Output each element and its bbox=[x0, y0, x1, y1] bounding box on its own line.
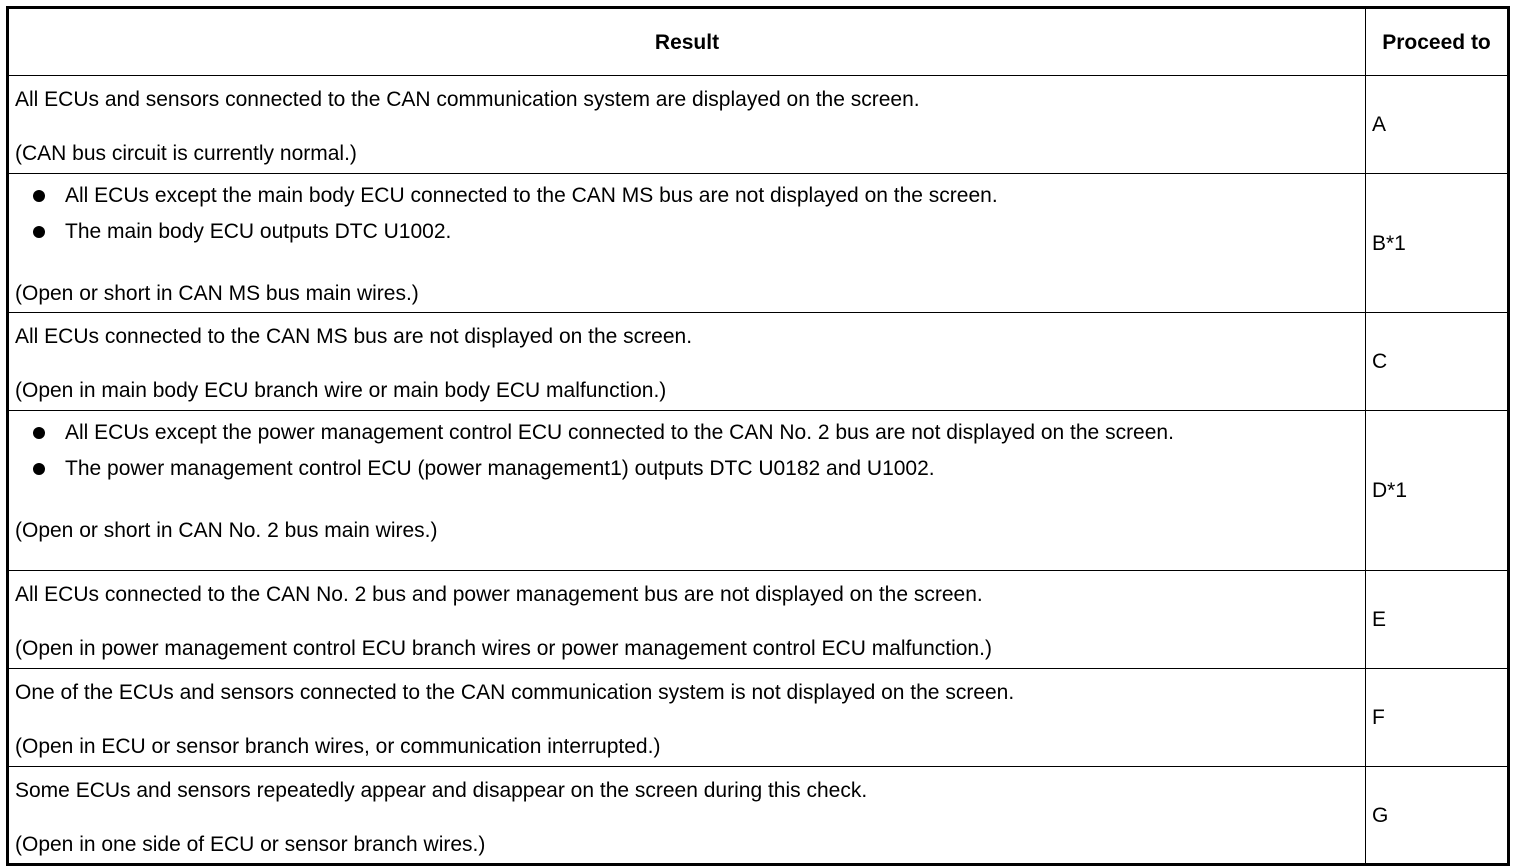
result-header: Result bbox=[8, 8, 1366, 76]
result-cell bbox=[8, 669, 1366, 767]
result-text: All ECUs connected to the CAN MS bus are not displayed on the screen. bbox=[15, 325, 693, 348]
table-row bbox=[8, 411, 1509, 571]
bullet-item: All ECUs except the power management control ECU connected to the CAN No. 2 bus are not displayed on the screen. bbox=[15, 418, 1359, 448]
cause-note: (Open in main body ECU branch wire or main body ECU malfunction.) bbox=[15, 379, 667, 402]
proceed-cell: D*1 bbox=[1366, 411, 1509, 571]
cause-note: (Open in ECU or sensor branch wires, or communication interrupted.) bbox=[15, 735, 661, 758]
result-cell bbox=[8, 571, 1366, 669]
table-row bbox=[8, 174, 1509, 313]
table-row bbox=[8, 76, 1509, 174]
bullet-list bbox=[15, 418, 1359, 484]
proceed-to-header: Proceed to bbox=[1366, 8, 1509, 76]
result-cell bbox=[8, 767, 1366, 865]
proceed-cell: F bbox=[1366, 669, 1509, 767]
proceed-cell: A bbox=[1366, 76, 1509, 174]
result-text: All ECUs connected to the CAN No. 2 bus and power management bus are not displayed on the screen. bbox=[15, 583, 983, 606]
cause-note: (Open or short in CAN MS bus main wires.) bbox=[15, 282, 419, 305]
result-cell bbox=[8, 76, 1366, 174]
proceed-cell: E bbox=[1366, 571, 1509, 669]
result-cell bbox=[8, 174, 1366, 313]
cause-note: (Open in one side of ECU or sensor branch wires.) bbox=[15, 833, 486, 856]
proceed-cell: C bbox=[1366, 313, 1509, 411]
table-row bbox=[8, 313, 1509, 411]
result-cell bbox=[8, 313, 1366, 411]
cause-note: (Open or short in CAN No. 2 bus main wires.) bbox=[15, 519, 438, 542]
proceed-cell: G bbox=[1366, 767, 1509, 865]
cause-note: (Open in power management control ECU branch wires or power management control ECU malfunction.) bbox=[15, 637, 992, 660]
bullet-item: All ECUs except the main body ECU connected to the CAN MS bus are not displayed on the screen. bbox=[15, 181, 1359, 211]
proceed-cell: B*1 bbox=[1366, 174, 1509, 313]
header-row bbox=[8, 8, 1509, 76]
table-row bbox=[8, 669, 1509, 767]
result-text: One of the ECUs and sensors connected to the CAN communication system is not displayed on the screen. bbox=[15, 681, 1015, 704]
result-cell bbox=[8, 411, 1366, 571]
table-row bbox=[8, 571, 1509, 669]
bullet-list bbox=[15, 181, 1359, 247]
result-text: Some ECUs and sensors repeatedly appear and disappear on the screen during this check. bbox=[15, 779, 868, 802]
bullet-item: The main body ECU outputs DTC U1002. bbox=[15, 217, 1359, 247]
result-text: All ECUs and sensors connected to the CAN communication system are displayed on the screen. bbox=[15, 88, 920, 111]
result-table bbox=[6, 6, 1510, 866]
table-row bbox=[8, 767, 1509, 865]
cause-note: (CAN bus circuit is currently normal.) bbox=[15, 142, 357, 165]
bullet-item: The power management control ECU (power management1) outputs DTC U0182 and U1002. bbox=[15, 454, 1359, 484]
